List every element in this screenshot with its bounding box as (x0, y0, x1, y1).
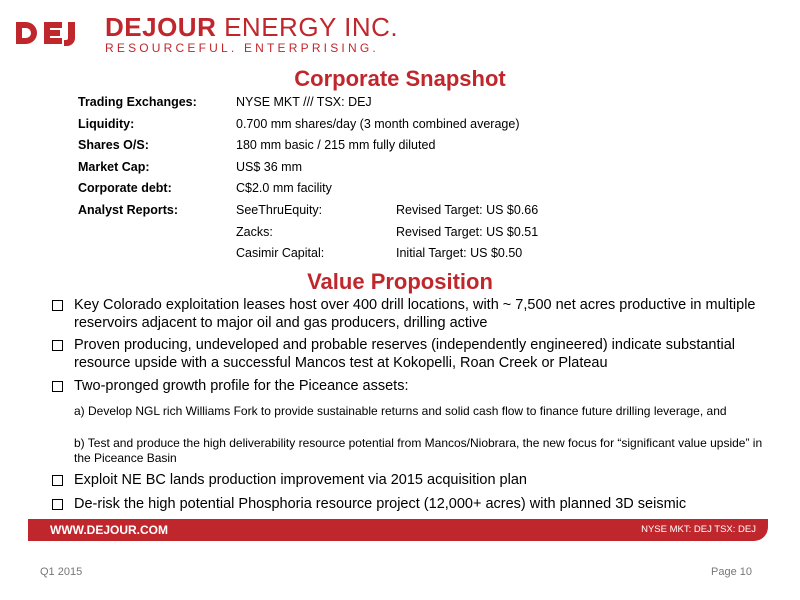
snapshot-value: 0.700 mm shares/day (3 month combined average) (236, 116, 520, 131)
list-item (52, 495, 772, 513)
snapshot-label: Liquidity: (78, 116, 135, 131)
analyst-name: Casimir Capital: (236, 246, 325, 261)
analyst-target: Revised Target: US $0.51 (396, 224, 539, 239)
snapshot-value: NYSE MKT /// TSX: DEJ (236, 95, 372, 109)
list-item (52, 336, 772, 372)
bullet-text: Exploit NE BC lands production improvement via 2015 acquisition plan (74, 472, 527, 488)
value-proposition-title: Value Proposition (307, 269, 493, 294)
quarter-label: Q1 2015 (40, 566, 83, 578)
snapshot-row (78, 225, 778, 247)
analyst-target: Initial Target: US $0.50 (396, 246, 523, 261)
snapshot-row (78, 160, 778, 182)
snapshot-label: Market Cap: (78, 159, 150, 174)
list-item (52, 471, 772, 489)
page-number: Page 10 (711, 566, 752, 578)
snapshot-row (78, 117, 778, 139)
ticker-text: NYSE MKT: DEJ TSX: DEJ (641, 524, 756, 535)
snapshot-value: C$2.0 mm facility (236, 181, 332, 196)
checkbox-bullet-icon (52, 475, 63, 486)
snapshot-label: Corporate debt: (78, 181, 172, 196)
snapshot-value: US$ 36 mm (236, 159, 302, 174)
list-item (52, 296, 772, 332)
bullet-text: Proven producing, undeveloped and probable reserves (independently engineered) indicate substantial resource upside with a successful Mancos test at Kokopelli, Roan Creek or Plateau (74, 337, 736, 371)
company-name: DEJOUR ENERGY INC. (105, 12, 399, 42)
snapshot-row (78, 246, 778, 268)
bullet-text: Key Colorado exploitation leases host over 400 drill locations, with ~ 7,500 net acres productive in multiple reservoirs adjacent to major oil and gas producers, drilling active (74, 297, 756, 331)
checkbox-bullet-icon (52, 499, 63, 510)
snapshot-row (78, 138, 778, 160)
snapshot-label: Analyst Reports: (78, 202, 179, 217)
website-link[interactable]: WWW.DEJOUR.COM (50, 523, 168, 537)
analyst-name: SeeThruEquity: (236, 202, 323, 217)
snapshot-label: Shares O/S: (78, 138, 149, 153)
snapshot-row (78, 203, 778, 225)
footer-bar (28, 519, 768, 541)
snapshot-row (78, 181, 778, 203)
checkbox-bullet-icon (52, 381, 63, 392)
snapshot-label: Trading Exchanges: (78, 95, 197, 109)
bullet-text: De-risk the high potential Phosphoria resource project (12,000+ acres) with planned 3D seismic (74, 496, 687, 512)
analyst-name: Zacks: (236, 224, 273, 239)
corporate-snapshot-title: Corporate Snapshot (294, 66, 506, 91)
snapshot-value: 180 mm basic / 215 mm fully diluted (236, 138, 436, 153)
company-tagline: RESOURCEFUL. ENTERPRISING. (105, 41, 379, 55)
analyst-target: Revised Target: US $0.66 (396, 202, 539, 217)
bullet-text: Two-pronged growth profile for the Piceance assets: (74, 378, 409, 394)
list-item (52, 377, 772, 395)
checkbox-bullet-icon (52, 300, 63, 311)
snapshot-row (78, 95, 778, 117)
sub-item: b) Test and produce the high deliverability resource potential from Mancos/Niobrara, the new focus for “significant value upside” in the Piceance Basin (74, 436, 763, 465)
sub-item: a) Develop NGL rich Williams Fork to provide sustainable returns and solid cash flow to finance future drilling leverage, and (74, 404, 727, 418)
company-logo (14, 12, 399, 55)
snapshot-table (78, 95, 778, 268)
checkbox-bullet-icon (52, 340, 63, 351)
dej-logo-mark (14, 12, 92, 52)
